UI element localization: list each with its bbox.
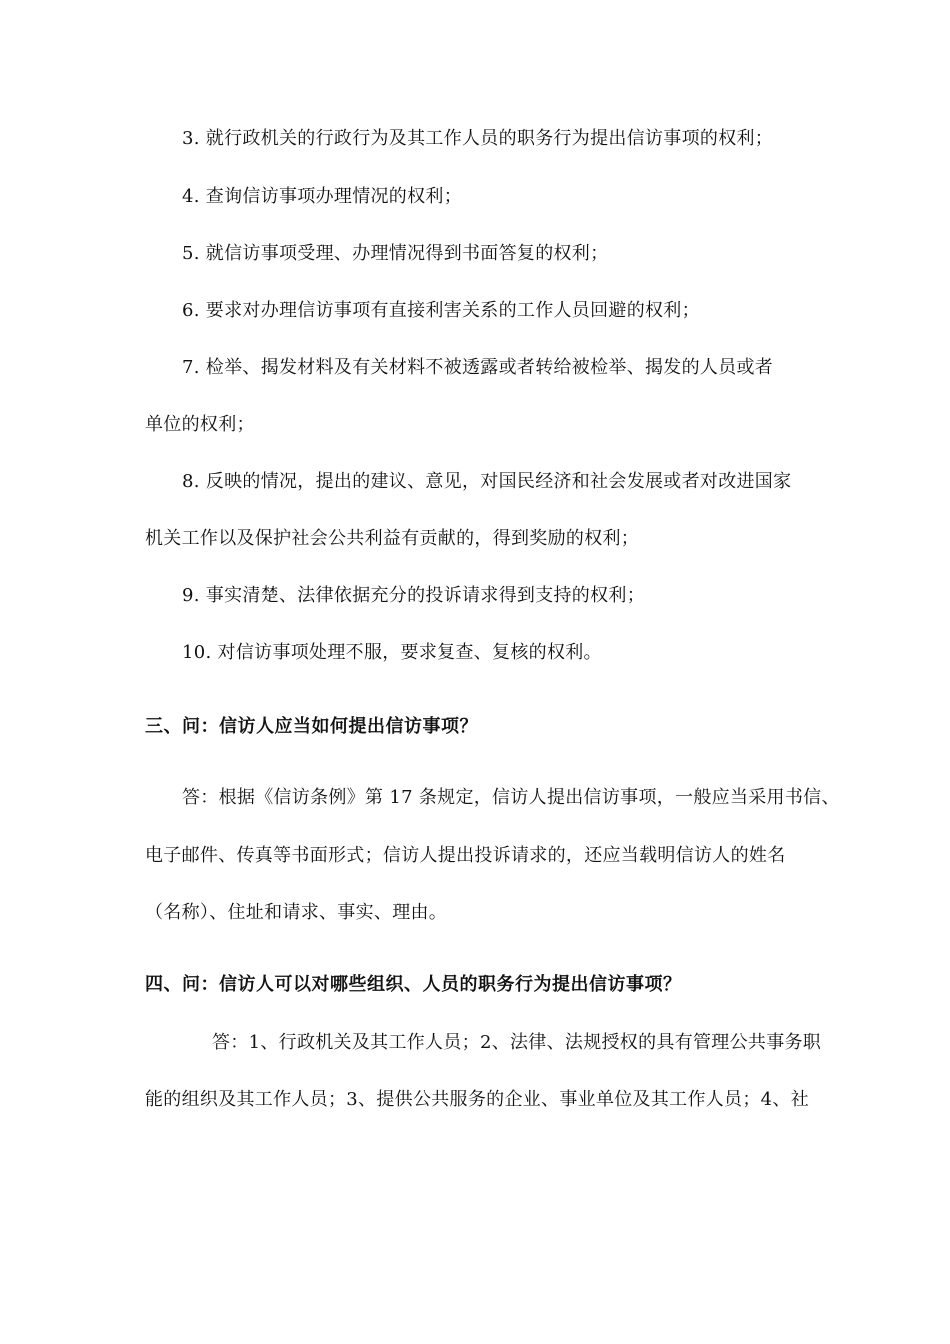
list-item-4: 4. 查询信访事项办理情况的权利；	[182, 186, 462, 207]
section-4-answer-line-2: 能的组织及其工作人员；3、提供公共服务的企业、事业单位及其工作人员；4、社	[145, 1089, 810, 1110]
list-item-8: 8. 反映的情况，提出的建议、意见，对国民经济和社会发展或者对改进国家	[182, 471, 792, 492]
section-4-heading: 四、问：信访人可以对哪些组织、人员的职务行为提出信访事项？	[145, 974, 682, 995]
list-item-10: 10. 对信访事项处理不服，要求复查、复核的权利。	[182, 642, 602, 663]
list-item-7-continuation: 单位的权利；	[145, 414, 255, 435]
section-3-heading: 三、问：信访人应当如何提出信访事项？	[145, 716, 478, 737]
section-3-answer-line-2: 电子邮件、传真等书面形式；信访人提出投诉请求的，还应当载明信访人的姓名	[145, 845, 786, 866]
list-item-6: 6. 要求对办理信访事项有直接利害关系的工作人员回避的权利；	[182, 300, 700, 321]
section-3-answer-line-3: （名称）、住址和请求、事实、理由。	[145, 902, 448, 923]
list-item-7: 7. 检举、揭发材料及有关材料不被透露或者转给被检举、揭发的人员或者	[182, 357, 774, 378]
section-4-answer-line-1: 答：1、行政机关及其工作人员；2、法律、法规授权的具有管理公共事务职	[212, 1032, 822, 1053]
list-item-9: 9. 事实清楚、法律依据充分的投诉请求得到支持的权利；	[182, 585, 645, 606]
section-3-answer-line-1: 答：根据《信访条例》第 17 条规定，信访人提出信访事项，一般应当采用书信、	[182, 787, 840, 808]
list-item-5: 5. 就信访事项受理、办理情况得到书面答复的权利；	[182, 243, 609, 264]
list-item-8-continuation: 机关工作以及保护社会公共利益有贡献的，得到奖励的权利；	[145, 528, 640, 549]
list-item-3: 3. 就行政机关的行政行为及其工作人员的职务行为提出信访事项的权利；	[182, 128, 774, 149]
